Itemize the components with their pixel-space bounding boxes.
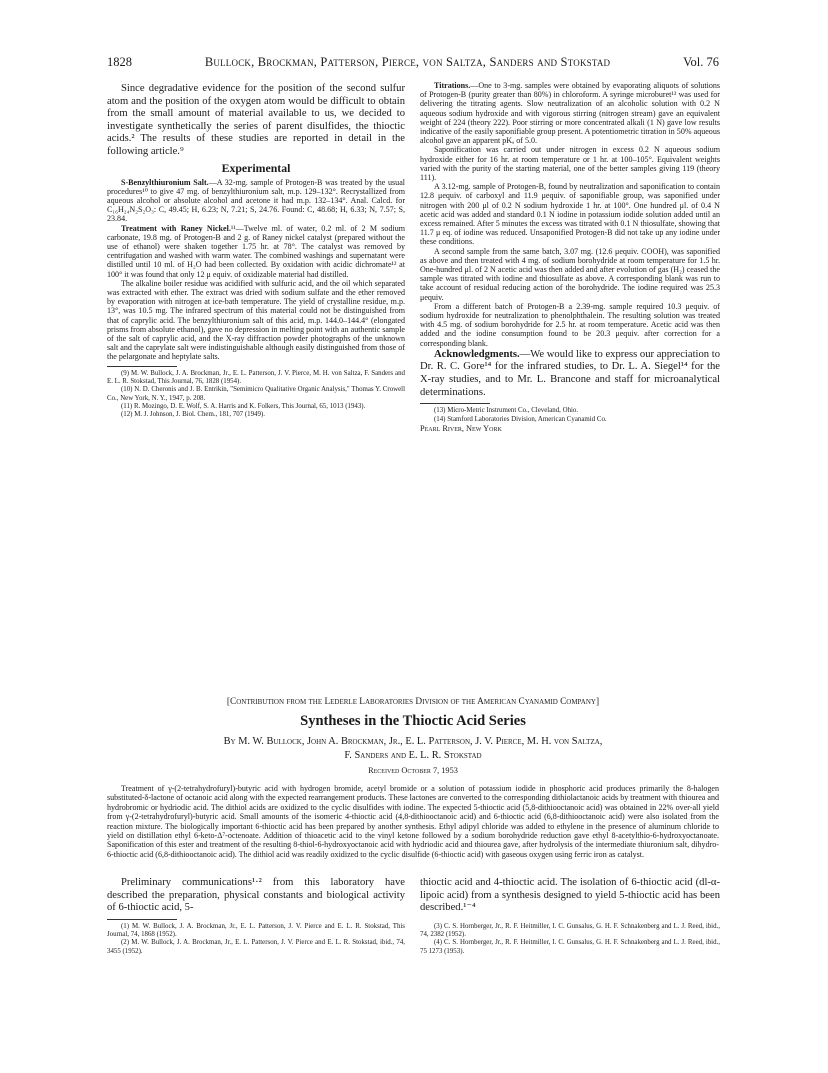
paragraph-saponification: Saponification was carried out under nitrogen in excess 0.2 N aqueous sodium hydroxide either for 16 hr. at room temperature or 1 hr. at 100–105°. Equivalent weights varied with the purity of the starting material, one of the better samples giving 119 (theory 111). [420,145,720,183]
footnote: (12) M. J. Johnson, J. Biol. Chem., 181, 707 (1949). [121,411,265,419]
paragraph-title: Treatment with Raney Nickel. [121,223,231,233]
article-authors [107,735,719,763]
footnote-divider [107,366,177,367]
institution-address: Pearl River, New York [420,423,502,433]
footnote: (10) N. D. Cheronis and J. B. Entrikin, "Semimicro Qualitative Organic Analysis," Thomas Y. Crowell Co., New York, N. Y., 1947, p. 208. [107,386,405,402]
received-date: Received October 7, 1953 [368,766,458,775]
paragraph-title: Titrations. [434,81,471,90]
body-paragraph: Preliminary communications¹·² from this laboratory have described the preparation, physical constants and biological activity of 6-thioctic acid, 5- [107,877,405,914]
footnote: (2) M. W. Bullock, J. A. Brockman, Jr., E. L. Patterson, J. V. Pierce and E. L. R. Stokstad, ibid., 74, 3455 (1952). [107,939,405,955]
abstract: Treatment of γ-(2-tetrahydrofuryl)-butyric acid with hydrogen bromide, acetyl bromide or a solution of potassium iodide in phosphoric acid produces primarily the 8-halogen substituted-δ-lactone of octanoic acid along with the expected rearrangement products. These lactones are converted to the corresponding dithiolactanoic acids by treatment with thiourea and hydrobromic or hydriodic acid. The dithiol acids are oxidized to the cyclic disulfides with iodine. The expected 5-thioctic acid (5,8-dithiooctanoic acid) was obtained in 22% over-all yield from γ-(2-tetrahydrofuryl)-butyric acid. Small amounts of the isomeric 4-thioctic acid (4,8-dithiooctanoic acid) and 6-thioctic acid (6,8-dithiooctanoic acid) were also isolated from the reaction mixture. The biologically important 6-thioctic acid has been prepared by another synthesis. Ethyl adipyl chloride was added to ethylene in the presence of aluminum chloride to yield on distillation ethyl 6-keto-Δ⁷-octenoate. Addition of thioacetic acid to the vinyl ketone followed by a sodium borohydride reduction gave ethyl 8-acetylthio-6-hydroxyoctanoate. Saponification of this ester and treatment of the resulting 8-thiol-6-hydroxyoctanoic acid with hydriodic acid and thiourea gave, after hydrolysis of the intermediate thiuronium salt, dihydro-6-thioctic acid (6,8-dithiooctanoic acid). The dithiol acid was readily oxidized to the cyclic disulfide (6-thioctic acid) with gaseous oxygen using ferric iron as catalyst. [107,784,719,859]
article-title: Syntheses in the Thioctic Acid Series [300,713,526,729]
footnote: (9) M. W. Bullock, J. A. Brockman, Jr., E. L. Patterson, J. V. Pierce, M. H. von Saltza, F. Sanders and E. L. R. Stokstad, This Journal, 76, 1828 (1954). [107,369,405,385]
footnote: (14) Stamford Laboratories Division, American Cyanamid Co. [434,415,607,423]
paragraph-sample-iodine: A 3.12-mg. sample of Protogen-B, found by neutralization and saponification to contain 12.8 μequiv. of carboxyl and 11.9 μequiv. of saponifiable group, was saponified under nitrogen with 200 μl of 0.2 N sodium hydroxide 1 hr. at 100°. One hundred μl. of 0.4 N acetic acid was added and standard 0.1 N iodine in potassium iodide solution added until an excess remained. After 5 minutes the excess was titrated with 0.1 N thiosulfate, showing that 11.7 μ eq. of iodine was reduced. Unsaponified Protogen-B did not take up any iodine under these conditions. [420,182,720,247]
footnote: (4) C. S. Hornberger, Jr., R. F. Heitmiller, I. C. Gunsalus, G. H. F. Schnakenberg and L. J. Reed, ibid., 75 1273 (1953). [420,939,720,955]
footnotes-left-upper [107,370,405,420]
authors-line: By M. W. Bullock, John A. Brockman, Jr., E. L. Patterson, J. V. Pierce, M. H. von Saltza, [223,736,603,747]
page-number: 1828 [107,55,132,69]
intro-paragraph: Since degradative evidence for the position of the second sulfur atom and the position of the oxygen atom would be difficult to obtain from the small amount of material available to us, we decided to investigate synthetically the series of parent disulfides, the thioctic acids.² The results of these studies are reported in detail in the following article.⁹ [107,83,405,157]
left-column-lower [107,877,405,956]
paragraph-boiler-residue: The alkaline boiler residue was acidified with sulfuric acid, and the oil which separated was extracted with ether. The extract was dried with sodium sulfate and the ether removed by evaporation with nitrogen at ice-bath temperature. The yield of crystalline residue, m.p. 13°, was 10.5 mg. The infrared spectrum of this material could not be distinguished from that of caprylic acid. The benzylthiuronium salt of this acid, m.p. 144.0–144.4° (elongated prisms from absolute ethanol), gave no depression in melting point with an authentic sample of the salt of caprylic acid, and the X-ray diffraction powder photographs of the unknown salt and the caprylate salt were indistinguishable although easily distinguished from those of the pelargonate and heptylate salts. [107,278,405,362]
authors-line: F. Sanders and E. L. R. Stokstad [344,750,482,761]
right-column-upper [420,81,720,433]
paragraph-titrations: Titrations.—One to 3-mg. samples were obtained by evaporating aliquots of solutions of Protogen-B (purity greater than 80%) in chloroform. A syringe microburet¹³ was used for delivering the titrating agents. Slow neutralization of an alcoholic solution with 0.2 N aqueous sodium hydroxide and with vigorous stirring (nitrogen stream) gave an equivalent weight of 224 (theory 222). Poor stirring or more concentrated alkali (1 N) gave low results indicative of the easily saponifiable group present. A potentiometric titration in 50% aqueous alcohol gave an apparent pKₐ of 5.0. [420,81,720,146]
paragraph-benzylthiuronium: S-Benzylthiuronium Salt.—A 32-mg. sample of Protogen-B was treated by the usual procedures¹⁰ to give 47 mg. of benzylthiuronium salt, m.p. 129–132°. Recrystallized from aqueous alcohol or absolute alcohol and acetone it had m.p. 132–134°. Anal. Calcd. for C₁₆H₂₄N₂S₂O₃: C, 49.45; H, 6.23; N, 7.21; S, 24.76. Found: C, 48.68; H, 6.33; N, 7.57; S, 23.84. [107,177,406,224]
footnote-divider [107,919,177,920]
paragraph-different-batch: From a different batch of Protogen-B a 2.39-mg. sample required 10.3 μequiv. of sodium hydroxide for neutralization to phenolphthalein. The resulting solution was treated with 4.5 mg. of sodium borohydride for 2.5 hr. at room temperature. Acetic acid was then added and the iodine consumption found to be 20.3 μequiv. after correction for a corresponding blank. [420,301,720,348]
footnote: (1) M. W. Bullock, J. A. Brockman, Jr., E. L. Patterson, J. V. Pierce and E. L. R. Stokstad, This Journal, 74, 1868 (1952). [107,922,405,939]
acknowledgments: Acknowledgments.—We would like to express our appreciation to Dr. R. C. Gore¹⁴ for the infrared studies, to Dr. L. A. Siegel¹⁴ for the X-ray studies, and to Mr. L. Brancone and staff for microanalytical determinations. [420,348,720,398]
acknowledgments-title: Acknowledgments. [434,348,520,360]
experimental-heading: Experimental [221,160,291,175]
running-header [107,55,719,71]
footnote: (13) Micro-Metric Instrument Co., Cleveland, Ohio. [434,407,579,415]
paragraph-second-sample: A second sample from the same batch, 3.07 mg. (12.6 μequiv. COOH), was saponified as above and then treated with 4 mg. of sodium borohydride at room temperature for 1.5 hr. One-hundred μl. of 2 N acetic acid was then added and after evolution of gas (H₂) ceased the sample was titrated with iodine and thiosulfate as above. A corresponding blank was run to take account of residual reducing action of the borohydride. The iodine required was 25.3 μequiv. [420,246,720,302]
right-column-lower [420,877,720,956]
left-column-upper [107,83,405,419]
paragraph-title: S-Benzylthiuronium Salt. [121,177,209,187]
footnote: (11) R. Mozingo, D. E. Wolf, S. A. Harris and K. Folkers, This Journal, 65, 1013 (1943). [121,402,366,410]
volume-label: Vol. 76 [683,55,719,69]
footnote: (3) C. S. Hornberger, Jr., R. F. Heitmiller, I. C. Gunsalus, G. H. F. Schnakenberg and L. J. Reed, ibid., 74, 2382 (1952). [420,922,720,939]
contribution-line: [Contribution from the Lederle Laboratories Division of the American Cyanamid Company] [226,697,600,707]
body-paragraph: thioctic acid and 4-thioctic acid. The isolation of 6-thioctic acid (dl-α-lipoic acid) from a synthesis designed to yield 5-thioctic acid has been described.¹⁻⁴ [420,877,720,914]
paragraph-raney-nickel: Treatment with Raney Nickel.¹¹—Twelve ml. of water, 0.2 ml. of 2 M sodium carbonate, 19.8 mg. of Protogen-B and 2 g. of Raney nickel catalyst (prepared without the use of ethanol) were shaken together 1.75 hr. at 78°. The catalyst was removed by centrifugation and washed with warm water. The combined washings and supernatant were distilled until 10 ml. of H₂O had been collected. By oxidation with acidic dichromate¹² at 100° it was found that only 12 μ equiv. of oxidizable material had distilled. [107,223,405,279]
running-authors: Bullock, Brockman, Patterson, Pierce, von Saltza, Sanders and Stokstad [204,55,611,69]
footnote-divider [420,403,490,404]
